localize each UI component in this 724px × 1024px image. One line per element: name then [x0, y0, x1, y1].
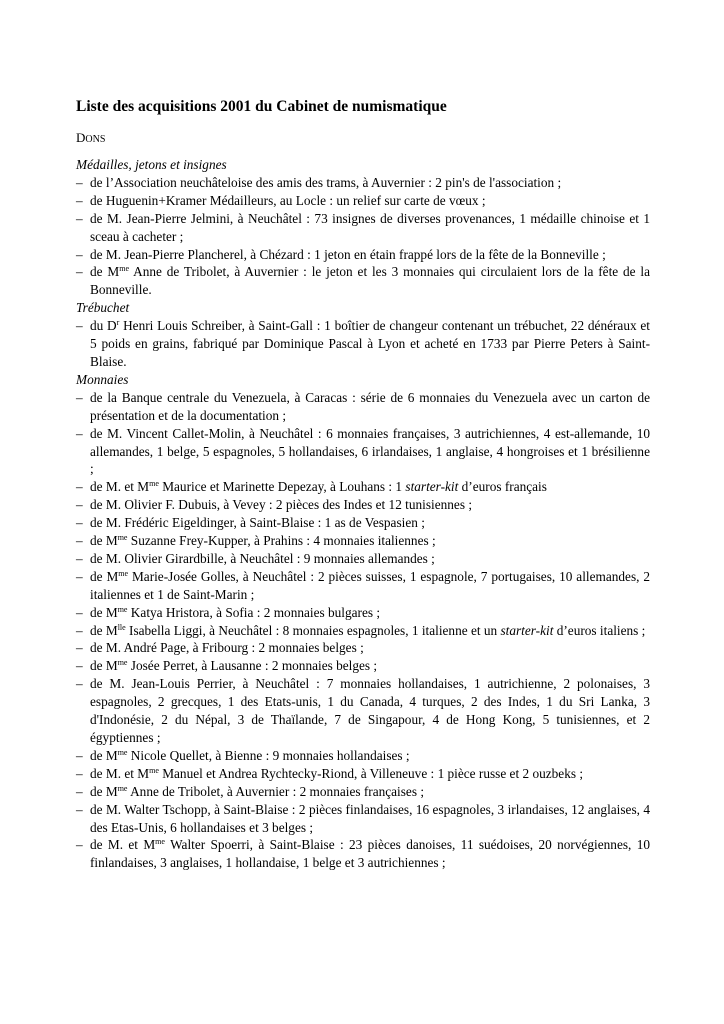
- title-superscript: me: [155, 837, 165, 847]
- section-title-trebuchet: Trébuchet: [76, 300, 130, 316]
- acquisition-item: [76, 210, 650, 246]
- item-text: de M: [90, 264, 120, 280]
- item-text: de M. et M: [90, 765, 150, 781]
- item-text: Isabella Liggi, à Neuchâtel : 8 monnaies espagnoles, 1 italienne et un: [125, 622, 501, 638]
- section-heading-dons: [76, 129, 105, 149]
- acquisition-item: [76, 657, 650, 675]
- italic-term: starter-kit: [405, 479, 459, 495]
- item-text: de M. André Page, à Fribourg : 2 monnaies belges ;: [90, 640, 364, 656]
- item-text: Suzanne Frey-Kupper, à Prahins : 4 monnaies italiennes ;: [127, 533, 436, 549]
- title-superscript: lle: [117, 622, 126, 632]
- acquisitions-content: [76, 156, 650, 872]
- item-text: Henri Louis Schreiber, à Saint-Gall : 1 boîtier de changeur contenant un trébuchet, 22 dénéraux et 5 poids en grains, fabriqué par Dominique Pascal à Lyon et acheté en 1733 par Pierre Peters à Saint-Blaise.: [90, 318, 650, 369]
- italic-term: starter-kit: [500, 622, 554, 638]
- acquisition-item: [76, 604, 650, 622]
- item-text: de M: [90, 747, 118, 763]
- section-title-medailles-jetons-et-insignes: Médailles, jetons et insignes: [76, 157, 227, 172]
- acquisition-item: [76, 550, 650, 568]
- dons-smallcaps: ONS: [85, 134, 106, 145]
- item-text: de M. Olivier F. Dubuis, à Vevey : 2 pièces des Indes et 12 tunisiennes ;: [90, 497, 473, 513]
- acquisition-item: [76, 639, 650, 657]
- acquisition-item: [76, 514, 650, 532]
- acquisition-item: [76, 783, 650, 801]
- item-text: de M: [90, 604, 118, 620]
- acquisition-item: [76, 801, 650, 837]
- title-superscript: me: [117, 604, 128, 614]
- item-text: de M: [90, 783, 118, 799]
- item-text: de l’Association neuchâteloise des amis des trams, à Auvernier : 2 pin's de l'association ;: [90, 174, 562, 190]
- acquisition-item: [76, 389, 650, 425]
- acquisition-item: [76, 246, 650, 264]
- acquisition-list: [76, 174, 650, 299]
- item-text: de M. Jean-Pierre Plancherel, à Chézard : 1 jeton en étain frappé lors de la fête de la Bonneville ;: [90, 246, 606, 262]
- acquisition-item: [76, 622, 650, 640]
- item-text: Anne de Tribolet, à Auvernier : le jeton et les 3 monnaies qui circulaient lors de la fête de la Bonneville.: [90, 264, 650, 298]
- item-text: de M: [90, 533, 118, 549]
- acquisition-item: [76, 675, 650, 747]
- document-title: Liste des acquisitions 2001 du Cabinet de numismatique: [76, 98, 447, 115]
- item-text: Anne de Tribolet, à Auvernier : 2 monnaies françaises ;: [127, 783, 425, 799]
- title-superscript: me: [117, 783, 128, 793]
- acquisition-item: [76, 174, 650, 192]
- item-text: du D: [90, 318, 117, 334]
- title-superscript: me: [119, 264, 129, 274]
- acquisition-item: [76, 568, 650, 604]
- title-superscript: me: [149, 765, 159, 775]
- item-text: de M: [90, 622, 118, 638]
- acquisition-item: [76, 532, 650, 550]
- acquisition-item: [76, 836, 650, 872]
- item-text: de la Banque centrale du Venezuela, à Caracas : série de 6 monnaies du Venezuela avec un carton de présentation et de la documentation ;: [90, 389, 650, 423]
- item-text: Manuel et Andrea Rychtecky-Riond, à Villeneuve : 1 pièce russe et 2 ouzbeks ;: [158, 765, 584, 781]
- acquisition-item: [76, 747, 650, 765]
- item-text: Katya Hristora, à Sofia : 2 monnaies bulgares ;: [127, 604, 381, 620]
- dons-initial: D: [76, 130, 86, 145]
- acquisition-item: [76, 765, 650, 783]
- title-superscript: me: [117, 747, 128, 757]
- acquisition-item: [76, 263, 650, 299]
- item-text: Walter Spoerri, à Saint-Blaise : 23 pièces danoises, 11 suédoises, 20 norvégiennes, 10 finlandaises, 3 anglaises, 1 hollandaise, 1 belge et 3 autrichiennes ;: [90, 837, 650, 871]
- item-text: Maurice et Marinette Depezay, à Louhans : 1: [158, 479, 406, 495]
- item-text: Marie-Josée Golles, à Neuchâtel : 2 pièces suisses, 1 espagnole, 7 portugaises, 10 allemandes, 2 italiennes et 1 de Saint-Marin ;: [90, 568, 650, 602]
- acquisition-list: [76, 317, 650, 371]
- section-title-monnaies: Monnaies: [76, 371, 129, 387]
- item-text: de M. Frédéric Eigeldinger, à Saint-Blaise : 1 as de Vespasien ;: [90, 515, 425, 531]
- title-superscript: me: [117, 533, 128, 543]
- acquisition-item: [76, 496, 650, 514]
- item-text: de M. Walter Tschopp, à Saint-Blaise : 2 pièces finlandaises, 16 espagnoles, 3 irlandaises, 12 anglaises, 4 des Etas-Unis, 6 hollandaises et 3 belges ;: [90, 801, 650, 835]
- item-text: de M: [90, 568, 119, 584]
- acquisition-item: [76, 192, 650, 210]
- item-text: de M. et M: [90, 837, 156, 853]
- item-text: Josée Perret, à Lausanne : 2 monnaies belges ;: [127, 658, 378, 674]
- item-text: de M: [90, 658, 118, 674]
- title-superscript: me: [149, 479, 159, 489]
- item-text: de M. et M: [90, 479, 150, 495]
- item-text: Nicole Quellet, à Bienne : 9 monnaies hollandaises ;: [127, 747, 410, 763]
- title-superscript: r: [116, 318, 120, 328]
- item-text: d’euros français: [458, 479, 547, 495]
- acquisition-item: [76, 478, 650, 496]
- item-text: de Huguenin+Kramer Médailleurs, au Locle : un relief sur carte de vœux ;: [90, 192, 486, 208]
- item-text: de M. Olivier Girardbille, à Neuchâtel : 9 monnaies allemandes ;: [90, 550, 435, 566]
- acquisition-item: [76, 425, 650, 479]
- item-text: de M. Jean-Louis Perrier, à Neuchâtel : 7 monnaies hollandaises, 1 autrichienne, 2 polonaises, 3 espagnoles, 2 grecques, 1 des Etats-unis, 1 du Canada, 4 turques, 2 des Indes, 1 du Sri Lanka, 3 d'Indonésie, 2 du Népal, 3 de Thaïlande, 7 de Singapour, 4 de Hong Kong, 5 tunisiennes, et 2 égyptiennes ;: [90, 676, 650, 745]
- acquisition-list: [76, 389, 650, 872]
- title-superscript: me: [117, 658, 128, 668]
- item-text: de M. Vincent Callet-Molin, à Neuchâtel : 6 monnaies françaises, 3 autrichiennes, 4 est-allemande, 10 allemandes, 1 belge, 5 espagnoles, 5 hollandaises, 6 irlandaises, 1 anglaise, 4 hongroises et 1 brésilienne ;: [90, 425, 650, 477]
- item-text: de M. Jean-Pierre Jelmini, à Neuchâtel : 73 insignes de diverses provenances, 1 médaille chinoise et 1 sceau à cacheter ;: [90, 210, 650, 244]
- title-superscript: me: [118, 568, 129, 578]
- item-text: d’euros italiens ;: [553, 622, 646, 638]
- acquisition-item: [76, 317, 650, 371]
